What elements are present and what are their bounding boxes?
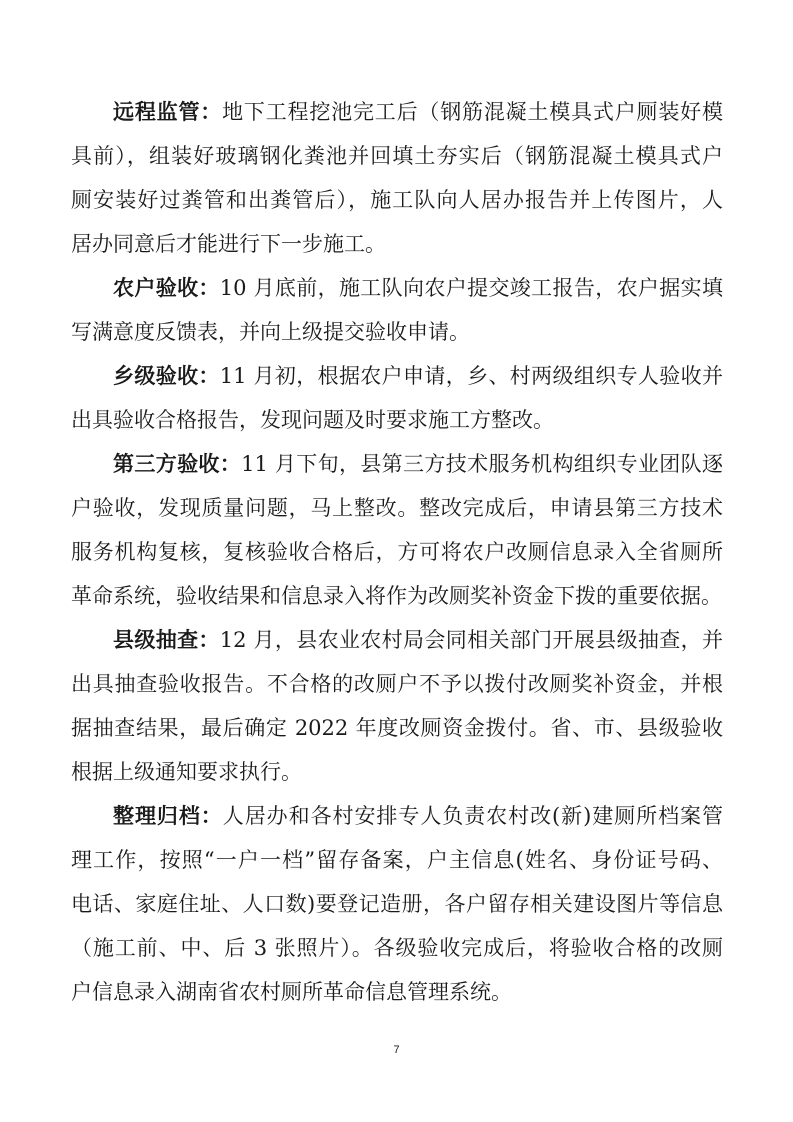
paragraph-archiving-line-3: 电话、家庭住址、人口数)要登记造册，各户留存相关建设图片等信息 xyxy=(71,892,723,916)
paragraph-county-inspection-line-3: 据抽查结果，最后确定 2022 年度改厕资金拨付。省、市、县级验收 xyxy=(71,716,723,740)
paragraph-archiving-line-2: 理工作，按照“一户一档”留存备案，户主信息(姓名、身份证号码、 xyxy=(71,848,723,872)
paragraph-farmer-acceptance-line-2: 写满意度反馈表，并向上级提交验收申请。 xyxy=(71,320,470,344)
paragraph-text: 11 月初，根据农户申请，乡、村两级组织专人验收并 xyxy=(219,364,723,388)
paragraph-county-inspection-line-4: 根据上级通知要求执行。 xyxy=(71,760,302,784)
paragraph-third-party-acceptance-line-4: 革命系统，验收结果和信息录入将作为改厕奖补资金下拨的重要依据。 xyxy=(71,584,722,608)
paragraph-township-acceptance-line-2: 出具验收合格报告，发现问题及时要求施工方整改。 xyxy=(71,408,554,432)
paragraph-remote-supervision-line-4: 居办同意后才能进行下一步施工。 xyxy=(71,232,386,256)
paragraph-lead-county-inspection: 县级抽查： xyxy=(113,628,220,652)
paragraph-lead-archiving: 整理归档： xyxy=(113,804,223,828)
paragraph-text: 12 月，县农业农村局会同相关部门开展县级抽查，并 xyxy=(219,628,723,652)
paragraph-lead-farmer-acceptance: 农户验收： xyxy=(113,276,220,300)
paragraph-archiving-line-5: 户信息录入湖南省农村厕所革命信息管理系统。 xyxy=(71,980,512,1004)
paragraph-third-party-acceptance-line-2: 户验收，发现质量问题，马上整改。整改完成后，申请县第三方技术 xyxy=(71,496,723,520)
paragraph-text: 11 月下旬，县第三方技术服务机构组织专业团队逐 xyxy=(241,452,723,476)
paragraph-third-party-acceptance-line-1 xyxy=(113,451,723,477)
paragraph-archiving-line-4: （施工前、中、后 3 张照片）。各级验收完成后，将验收合格的改厕 xyxy=(71,936,723,960)
paragraph-remote-supervision-line-3: 厕安装好过粪管和出粪管后），施工队向人居办报告并上传图片，人 xyxy=(71,188,723,212)
paragraph-county-inspection-line-2: 出具抽查验收报告。不合格的改厕户不予以拨付改厕奖补资金，并根 xyxy=(71,672,723,696)
paragraph-township-acceptance-line-1 xyxy=(113,363,723,389)
paragraph-remote-supervision-line-1 xyxy=(113,99,723,125)
paragraph-third-party-acceptance-line-3: 服务机构复核，复核验收合格后，方可将农户改厕信息录入全省厕所 xyxy=(71,540,723,564)
paragraph-farmer-acceptance-line-1 xyxy=(113,275,723,301)
paragraph-text: 地下工程挖池完工后（钢筋混凝土模具式户厕装好模 xyxy=(222,100,724,124)
page-number: 7 xyxy=(393,1044,400,1056)
paragraph-remote-supervision-line-2: 具前），组装好玻璃钢化粪池并回填土夯实后（钢筋混凝土模具式户 xyxy=(71,144,723,168)
paragraph-text: 人居办和各村安排专人负责农村改(新)建厕所档案管 xyxy=(222,804,724,828)
paragraph-text: 10 月底前，施工队向农户提交竣工报告，农户据实填 xyxy=(219,276,723,300)
paragraph-lead-remote-supervision: 远程监管： xyxy=(113,100,223,124)
paragraph-county-inspection-line-1 xyxy=(113,627,723,653)
paragraph-lead-third-party-acceptance: 第三方验收： xyxy=(113,452,242,476)
paragraph-archiving-line-1 xyxy=(113,803,723,829)
paragraph-lead-township-acceptance: 乡级验收： xyxy=(113,364,220,388)
